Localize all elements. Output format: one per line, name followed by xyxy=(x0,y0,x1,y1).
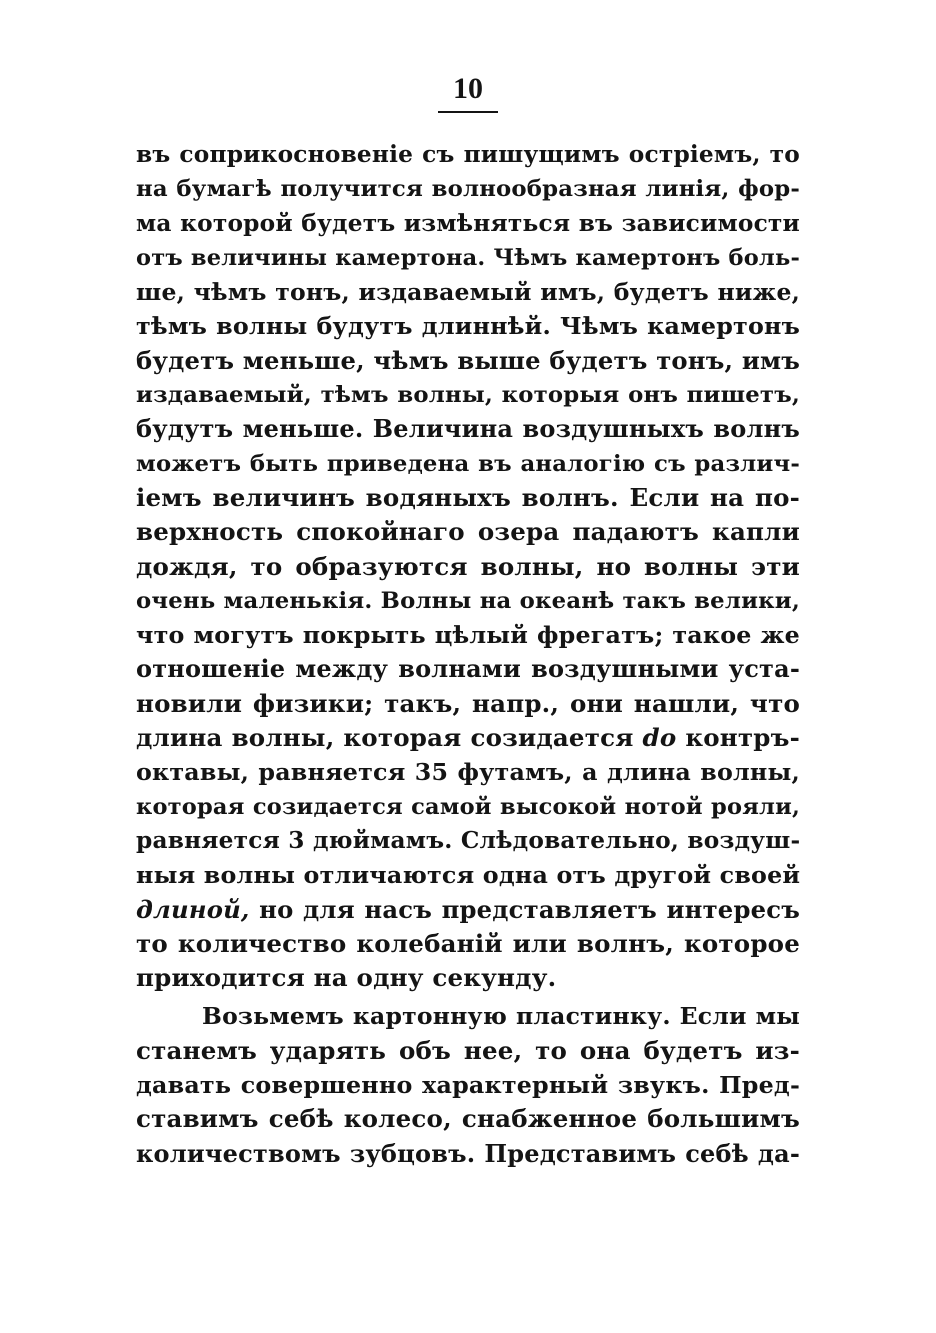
text-line: давать совершенно характерный звукъ. Пред- xyxy=(136,1071,800,1100)
text-line xyxy=(136,721,800,755)
text-line: верхность спокойнаго озера падаютъ капли xyxy=(136,517,800,547)
body-text xyxy=(136,138,800,1171)
text-line: равняется 3 дюймамъ. Слѣдовательно, воздуш- xyxy=(136,826,801,854)
text-line: Возьмемъ картонную пластинку. Если мы xyxy=(202,1002,800,1031)
text-line: количествомъ зубцовъ. Представимъ себѣ да- xyxy=(136,1138,800,1168)
text-line: приходится на одну секунду. xyxy=(136,963,557,993)
text-fragment: но для насъ представляетъ интересъ xyxy=(249,894,800,924)
text-line: ныя волны отличаются одна отъ другой своей xyxy=(136,861,801,890)
text-fragment: длина волны, которая созидается xyxy=(136,723,643,753)
text-line: то количество колебаній или волнъ, которое xyxy=(136,928,800,958)
text-line: можетъ быть приведена въ аналогію съ различ- xyxy=(136,450,800,477)
text-line: издаваемый, тѣмъ волны, которыя онъ пишетъ, xyxy=(136,382,800,409)
text-line: станемъ ударять объ нее, то она будетъ из- xyxy=(136,1035,800,1065)
text-line: дождя, то образуются волны, но волны эти xyxy=(136,551,800,581)
text-line: новили физики; такъ, напр., они нашли, что xyxy=(136,688,800,718)
text-line xyxy=(136,893,800,927)
page-number: 10 xyxy=(453,72,483,105)
text-line: октавы, равняется 35 футамъ, а длина волны, xyxy=(136,758,800,787)
italic-word-dlinoy: длиной, xyxy=(136,894,250,924)
italic-note-do: do xyxy=(642,723,677,753)
text-line: на бумагѣ получится волнообразная линія, фор- xyxy=(136,176,800,203)
text-line: очень маленькія. Волны на океанѣ такъ велики, xyxy=(136,587,800,614)
text-line: будутъ меньше. Величина воздушныхъ волнъ xyxy=(136,414,800,444)
text-line: въ соприкосновеніе съ пишущимъ остріемъ, то xyxy=(136,141,800,168)
text-line: ставимъ себѣ колесо, снабженное большимъ xyxy=(136,1104,800,1134)
text-line: ма которой будетъ измѣняться въ зависимости xyxy=(136,209,800,237)
text-line: что могутъ покрыть цѣлый фрегатъ; такое же xyxy=(136,621,800,650)
text-fragment: контръ- xyxy=(676,723,800,753)
text-line: отношеніе между волнами воздушными уста- xyxy=(136,654,800,684)
text-line: которая созидается самой высокой нотой рояли, xyxy=(136,793,800,820)
text-line: будетъ меньше, чѣмъ выше будетъ тонъ, имъ xyxy=(136,345,801,375)
text-line: тѣмъ волны будутъ длиннѣй. Чѣмъ камертонъ xyxy=(136,312,800,341)
text-line: ше, чѣмъ тонъ, издаваемый имъ, будетъ ниже, xyxy=(136,278,800,307)
page-number-underline xyxy=(438,111,498,113)
text-line: отъ величины камертона. Чѣмъ камертонъ боль- xyxy=(136,244,800,271)
text-line: іемъ величинъ водяныхъ волнъ. Если на по- xyxy=(136,482,800,512)
